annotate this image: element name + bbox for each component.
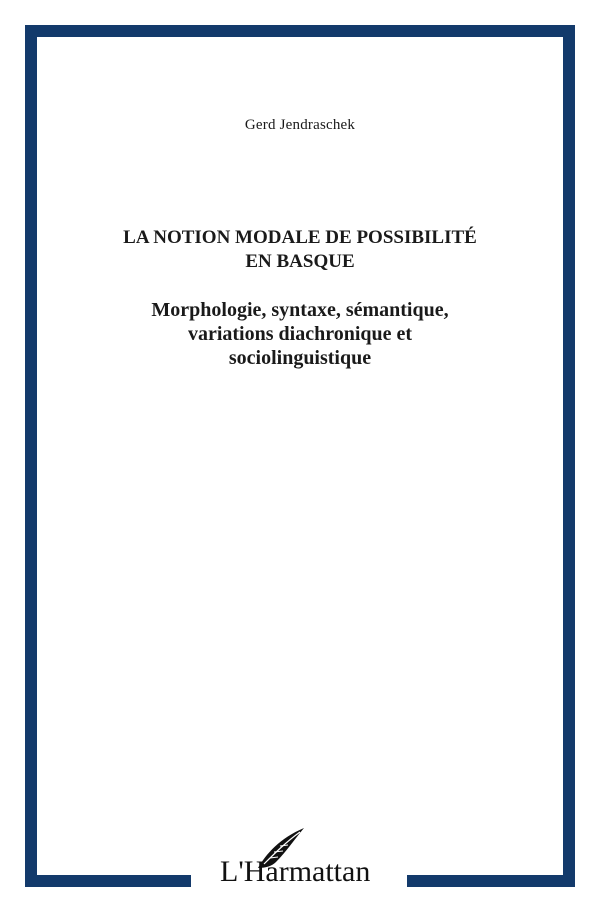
title-line: EN BASQUE [245, 251, 355, 272]
cover-frame-bottom-left [25, 875, 191, 887]
cover-frame-left [25, 25, 37, 887]
title-line: LA NOTION MODALE DE POSSIBILITÉ [123, 227, 477, 248]
publisher-name: L'Harmattan [220, 855, 371, 888]
author-name: Gerd Jendraschek [244, 117, 356, 133]
book-subtitle [70, 298, 530, 370]
subtitle-line: Morphologie, syntaxe, sémantique, [151, 299, 449, 321]
cover-frame-bottom-right [407, 875, 575, 887]
subtitle-line: sociolinguistique [228, 347, 372, 369]
subtitle-line: variations diachronique et [187, 323, 413, 345]
book-title [60, 226, 540, 274]
publisher-logo [200, 824, 400, 894]
cover-frame-top [25, 25, 575, 37]
cover-frame-right [563, 25, 575, 887]
